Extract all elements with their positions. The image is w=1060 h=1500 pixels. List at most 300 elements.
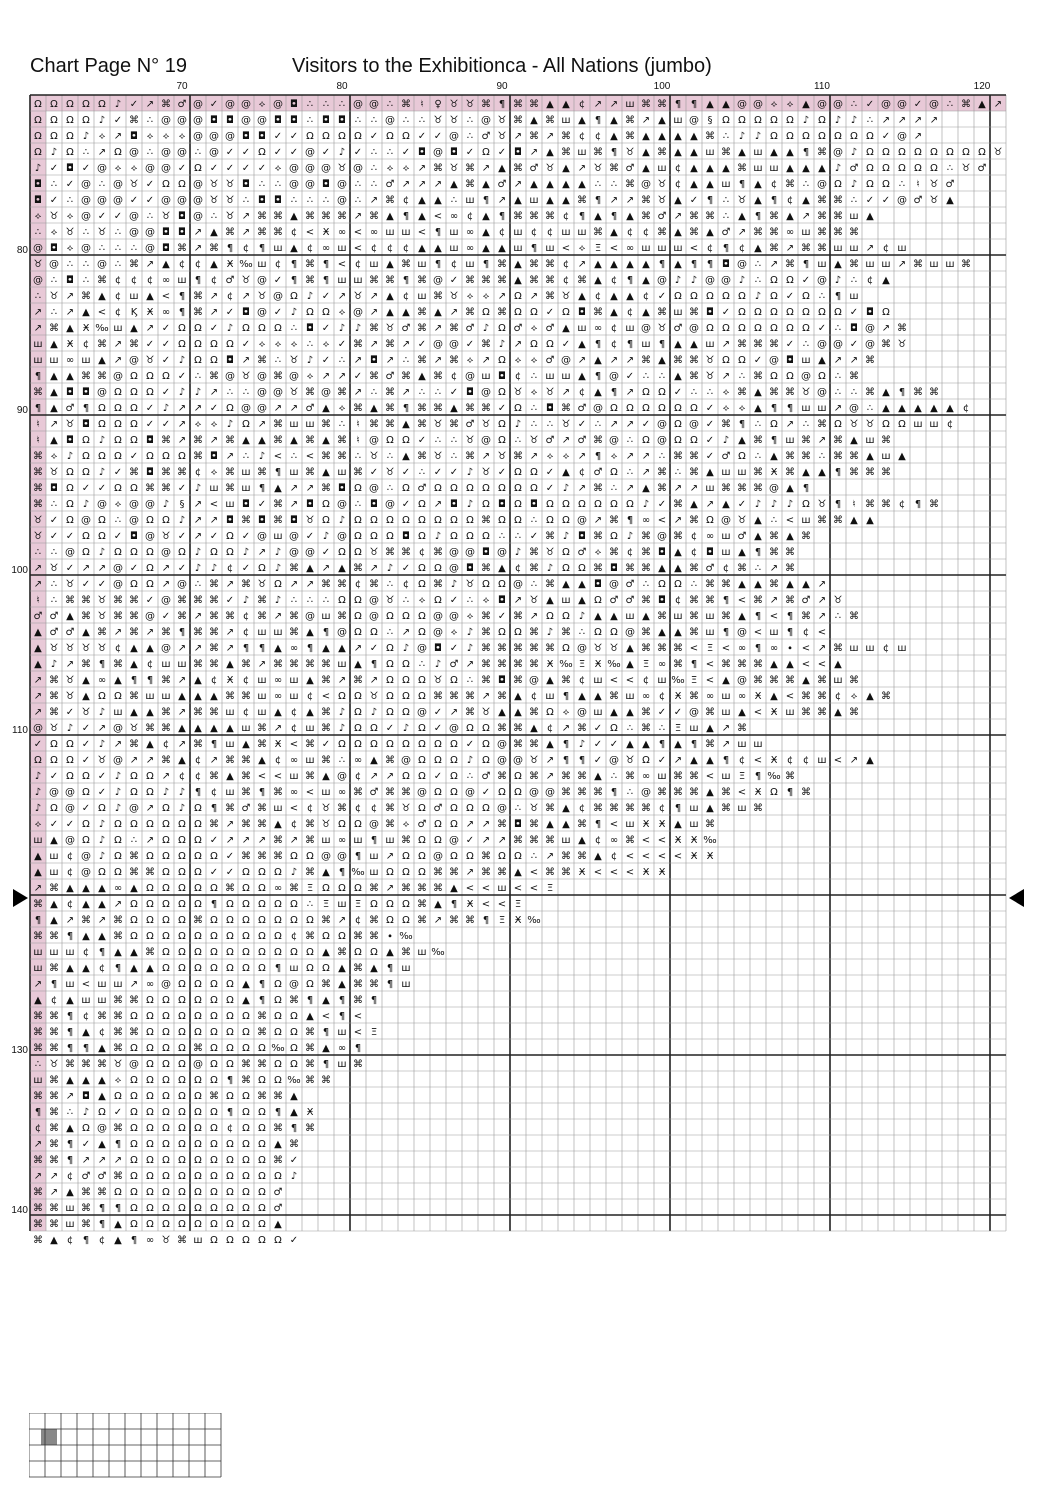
stitch-symbol: ↗ (385, 771, 395, 782)
stitch-symbol: ш (145, 691, 155, 702)
stitch-symbol: ♂ (417, 819, 427, 830)
stitch-symbol: ▲ (114, 675, 122, 686)
stitch-symbol: ⌘ (529, 819, 539, 830)
stitch-symbol: @ (817, 387, 827, 398)
stitch-symbol: ▲ (626, 211, 634, 222)
stitch-symbol: ✓ (593, 739, 603, 750)
stitch-symbol: ш (337, 467, 347, 478)
stitch-symbol: @ (241, 403, 251, 414)
stitch-symbol: ∴ (386, 99, 394, 110)
stitch-symbol: ∴ (466, 131, 474, 142)
stitch-symbol: ш (161, 659, 171, 670)
stitch-symbol: ↗ (529, 611, 539, 622)
stitch-symbol: ⌘ (545, 211, 555, 222)
stitch-symbol: ↗ (241, 291, 251, 302)
stitch-symbol: ¶ (754, 547, 762, 558)
stitch-symbol: ⌘ (369, 211, 379, 222)
stitch-symbol: Ω (226, 1027, 234, 1038)
stitch-symbol: ▲ (706, 227, 714, 238)
stitch-symbol: ш (257, 691, 267, 702)
stitch-symbol: Ω (34, 131, 42, 142)
stitch-symbol: ⌘ (257, 227, 267, 238)
stitch-symbol: < (705, 675, 715, 686)
stitch-symbol: ⌘ (417, 275, 427, 286)
stitch-symbol: ∴ (754, 563, 762, 574)
stitch-symbol: ⌘ (305, 835, 315, 846)
stitch-symbol: ✓ (209, 323, 219, 334)
stitch-symbol: ↗ (481, 691, 491, 702)
stitch-symbol: ⌘ (641, 547, 651, 558)
stitch-symbol: Ω (194, 1139, 202, 1150)
stitch-symbol: ¶ (226, 1107, 234, 1118)
stitch-symbol: ш (33, 947, 43, 958)
stitch-symbol: Ω (194, 867, 202, 878)
stitch-symbol: ⌘ (321, 211, 331, 222)
stitch-symbol: Ω (738, 307, 746, 318)
stitch-symbol: Ω (130, 1043, 138, 1054)
stitch-symbol: ♪ (34, 163, 42, 174)
stitch-symbol: ¢ (290, 819, 298, 830)
stitch-symbol: ⌘ (785, 675, 795, 686)
stitch-symbol: Ω (178, 1043, 186, 1054)
stitch-symbol: Ω (498, 483, 506, 494)
stitch-symbol: Ӿ (706, 851, 714, 862)
stitch-symbol: ⟡ (338, 307, 346, 318)
stitch-symbol: Ω (114, 419, 122, 430)
stitch-symbol: ✓ (497, 467, 507, 478)
stitch-symbol: ∴ (338, 755, 346, 766)
stitch-symbol: ∴ (354, 499, 362, 510)
stitch-symbol: ↗ (113, 339, 123, 350)
stitch-symbol: ⌘ (753, 435, 763, 446)
stitch-symbol: ⌘ (753, 339, 763, 350)
stitch-symbol: ⌘ (49, 1043, 59, 1054)
stitch-symbol: Ω (530, 339, 538, 350)
stitch-symbol: ▲ (34, 867, 42, 878)
stitch-symbol: ♪ (98, 707, 106, 718)
stitch-symbol: ↗ (369, 339, 379, 350)
stitch-symbol: ♂ (977, 163, 987, 174)
stitch-symbol: ↗ (257, 547, 267, 558)
stitch-symbol: Ω (290, 899, 298, 910)
stitch-symbol: ∴ (82, 275, 90, 286)
stitch-symbol: ⌘ (49, 1203, 59, 1214)
stitch-symbol: ⌘ (609, 547, 619, 558)
stitch-symbol: Ω (194, 819, 202, 830)
stitch-symbol: ✓ (81, 803, 91, 814)
stitch-symbol: ш (561, 115, 571, 126)
stitch-symbol: ⌘ (801, 531, 811, 542)
stitch-symbol: ♪ (514, 547, 522, 558)
stitch-symbol: ⌘ (81, 915, 91, 926)
stitch-symbol: ♉ (49, 643, 59, 654)
stitch-symbol: ¶ (610, 387, 618, 398)
stitch-symbol: < (657, 515, 667, 526)
stitch-symbol: ⌘ (449, 915, 459, 926)
stitch-symbol: ш (689, 723, 699, 734)
stitch-symbol: ♉ (65, 675, 75, 686)
stitch-symbol: ⌘ (865, 355, 875, 366)
stitch-symbol: Ω (322, 131, 330, 142)
stitch-symbol: ∴ (626, 723, 634, 734)
stitch-symbol: ▲ (706, 723, 714, 734)
stitch-symbol: ◘ (130, 531, 138, 542)
stitch-symbol: ▲ (562, 323, 570, 334)
stitch-symbol: Ω (34, 99, 42, 110)
stitch-symbol: ▲ (642, 147, 650, 158)
stitch-symbol: Ω (258, 1187, 266, 1198)
stitch-symbol: ⌘ (481, 851, 491, 862)
stitch-symbol: Ω (290, 1059, 298, 1070)
stitch-symbol: ш (257, 675, 267, 686)
stitch-symbol: Ω (258, 867, 266, 878)
stitch-symbol: ↗ (545, 851, 555, 862)
stitch-symbol: ◘ (66, 275, 74, 286)
stitch-symbol: ▲ (802, 467, 810, 478)
stitch-symbol: ↗ (625, 483, 635, 494)
stitch-symbol: ⌘ (689, 611, 699, 622)
stitch-symbol: ▲ (514, 867, 522, 878)
stitch-symbol: Ӿ (642, 867, 650, 878)
stitch-symbol: ▲ (594, 387, 602, 398)
stitch-symbol: ▲ (882, 275, 890, 286)
stitch-symbol: ◘ (658, 547, 666, 558)
stitch-symbol: Ω (418, 515, 426, 526)
stitch-symbol: Ω (674, 579, 682, 590)
stitch-symbol: ✓ (465, 739, 475, 750)
stitch-symbol: ✓ (449, 387, 459, 398)
stitch-symbol: ∞ (337, 835, 347, 846)
stitch-symbol: ¢ (898, 499, 906, 510)
stitch-symbol: ♪ (50, 659, 58, 670)
stitch-symbol: ▲ (562, 803, 570, 814)
stitch-symbol: ⌘ (497, 307, 507, 318)
stitch-symbol: ⌘ (657, 147, 667, 158)
stitch-symbol: ♪ (402, 723, 410, 734)
stitch-symbol: ¢ (946, 419, 954, 430)
stitch-symbol: ⌘ (33, 1219, 43, 1230)
stitch-symbol: ↗ (817, 595, 827, 606)
stitch-symbol: ¶ (658, 259, 666, 270)
stitch-symbol: Ӿ (770, 467, 778, 478)
stitch-symbol: ⌘ (817, 515, 827, 526)
stitch-symbol: @ (49, 259, 59, 270)
stitch-symbol: ∴ (354, 115, 362, 126)
stitch-symbol: ∴ (754, 259, 762, 270)
stitch-symbol: ↗ (449, 307, 459, 318)
stitch-symbol: ⌘ (161, 707, 171, 718)
stitch-symbol: ▲ (530, 723, 538, 734)
stitch-symbol: ¢ (642, 675, 650, 686)
stitch-symbol: Ω (146, 899, 154, 910)
stitch-symbol: ♉ (369, 451, 379, 462)
stitch-symbol: ⌘ (225, 803, 235, 814)
stitch-symbol: ✓ (481, 787, 491, 798)
stitch-symbol: ∞ (337, 787, 347, 798)
stitch-symbol: Ω (402, 899, 410, 910)
stitch-symbol: Ω (690, 403, 698, 414)
stitch-symbol: Ω (322, 307, 330, 318)
stitch-symbol: ◘ (242, 307, 250, 318)
stitch-symbol: ↗ (433, 499, 443, 510)
stitch-symbol: ш (273, 803, 283, 814)
stitch-symbol: ▲ (546, 147, 554, 158)
stitch-symbol: Ϗ (130, 307, 138, 318)
stitch-symbol: ▲ (482, 179, 490, 190)
stitch-symbol: ⌘ (497, 771, 507, 782)
stitch-symbol: ▲ (738, 707, 746, 718)
stitch-symbol: ⌘ (273, 435, 283, 446)
stitch-symbol: ✓ (145, 595, 155, 606)
stitch-symbol: ш (561, 227, 571, 238)
stitch-symbol: ⌘ (769, 387, 779, 398)
stitch-symbol: ¶ (194, 787, 202, 798)
stitch-symbol: ♪ (114, 99, 122, 110)
stitch-symbol: ⌘ (161, 723, 171, 734)
stitch-symbol: ▲ (322, 771, 330, 782)
stitch-symbol: ∴ (306, 99, 314, 110)
stitch-symbol: Ω (770, 419, 778, 430)
stitch-symbol: ⟡ (386, 163, 394, 174)
stitch-symbol: ✓ (161, 339, 171, 350)
stitch-symbol: ▲ (690, 163, 698, 174)
stitch-symbol: ¶ (66, 1011, 74, 1022)
stitch-symbol: ✓ (49, 819, 59, 830)
stitch-symbol: ⌘ (305, 931, 315, 942)
stitch-symbol: Ω (114, 851, 122, 862)
stitch-symbol: ▲ (674, 259, 682, 270)
stitch-symbol: ♪ (626, 531, 634, 542)
stitch-symbol: @ (689, 707, 699, 718)
stitch-symbol: Ω (162, 451, 170, 462)
stitch-symbol: ⌘ (673, 355, 683, 366)
stitch-symbol: Ω (178, 819, 186, 830)
stitch-symbol: ⟡ (66, 211, 74, 222)
stitch-symbol: ⌘ (481, 867, 491, 878)
stitch-symbol: Ω (482, 579, 490, 590)
stitch-symbol: Ω (498, 323, 506, 334)
stitch-symbol: ¢ (626, 227, 634, 238)
stitch-symbol: ✓ (225, 163, 235, 174)
stitch-symbol: ▲ (738, 435, 746, 446)
stitch-symbol: ▲ (434, 899, 442, 910)
stitch-symbol: ∴ (450, 451, 458, 462)
stitch-symbol: Ω (226, 547, 234, 558)
stitch-symbol: ⌘ (881, 339, 891, 350)
stitch-symbol: ▲ (658, 115, 666, 126)
stitch-symbol: ⌘ (481, 611, 491, 622)
stitch-symbol: Ω (210, 995, 218, 1006)
stitch-symbol: ¢ (802, 627, 810, 638)
stitch-symbol: Ω (66, 499, 74, 510)
stitch-symbol: Ω (594, 499, 602, 510)
stitch-symbol: ↗ (65, 659, 75, 670)
stitch-symbol: @ (273, 291, 283, 302)
stitch-symbol: ⌘ (225, 691, 235, 702)
stitch-symbol: ♉ (65, 419, 75, 430)
stitch-symbol: ⌘ (113, 915, 123, 926)
stitch-symbol: ⌘ (785, 259, 795, 270)
stitch-symbol: @ (385, 499, 395, 510)
stitch-symbol: ♉ (801, 387, 811, 398)
stitch-symbol: ⌘ (625, 771, 635, 782)
stitch-symbol: ▲ (834, 707, 842, 718)
stitch-symbol: Ω (34, 115, 42, 126)
stitch-symbol: ♪ (306, 355, 314, 366)
stitch-symbol: ¶ (274, 963, 282, 974)
stitch-symbol: ◘ (290, 99, 298, 110)
stitch-symbol: ▲ (642, 483, 650, 494)
stitch-symbol: ▲ (786, 211, 794, 222)
stitch-symbol: ↗ (209, 307, 219, 318)
stitch-symbol: Ω (370, 515, 378, 526)
stitch-symbol: ⌘ (737, 387, 747, 398)
stitch-symbol: ⌘ (129, 1027, 139, 1038)
stitch-symbol: @ (321, 163, 331, 174)
stitch-symbol: ¢ (354, 259, 362, 270)
stitch-symbol: Ω (370, 531, 378, 542)
stitch-symbol: ¶ (226, 1075, 234, 1086)
stitch-symbol: ⌘ (417, 307, 427, 318)
stitch-symbol: Ω (194, 1203, 202, 1214)
stitch-symbol: ↗ (513, 179, 523, 190)
stitch-symbol: Ω (34, 755, 42, 766)
stitch-symbol: ◘ (578, 531, 586, 542)
stitch-symbol: @ (449, 131, 459, 142)
stitch-symbol: @ (113, 755, 123, 766)
stitch-symbol: Ӿ (674, 691, 682, 702)
stitch-symbol: Ω (194, 1011, 202, 1022)
stitch-symbol: @ (113, 723, 123, 734)
stitch-symbol: @ (289, 163, 299, 174)
stitch-symbol: ∴ (530, 515, 538, 526)
stitch-symbol: < (641, 851, 651, 862)
stitch-symbol: ⌘ (497, 819, 507, 830)
stitch-symbol: ш (721, 771, 731, 782)
stitch-symbol: ↗ (33, 1139, 43, 1150)
stitch-symbol: ⌘ (689, 771, 699, 782)
stitch-symbol: ♉ (433, 451, 443, 462)
stitch-symbol: ∴ (290, 323, 298, 334)
stitch-symbol: ▲ (818, 163, 826, 174)
stitch-symbol: ▲ (882, 403, 890, 414)
stitch-symbol: ¶ (562, 755, 570, 766)
stitch-symbol: ⌘ (641, 563, 651, 574)
stitch-symbol: ⌘ (593, 787, 603, 798)
stitch-symbol: @ (129, 803, 139, 814)
stitch-symbol: ▲ (66, 1123, 74, 1134)
stitch-symbol: ⌘ (529, 563, 539, 574)
stitch-symbol: @ (369, 595, 379, 606)
stitch-symbol: Ӿ (770, 707, 778, 718)
stitch-symbol: ⌘ (257, 595, 267, 606)
stitch-symbol: Ω (482, 755, 490, 766)
stitch-symbol: Ω (178, 947, 186, 958)
stitch-symbol: ↗ (609, 99, 619, 110)
stitch-symbol: Ω (386, 867, 394, 878)
stitch-symbol: Ω (226, 1171, 234, 1182)
stitch-symbol: ¢ (354, 915, 362, 926)
stitch-symbol: ✓ (465, 147, 475, 158)
stitch-symbol: Ω (194, 1075, 202, 1086)
stitch-symbol: ∞ (145, 1235, 155, 1246)
stitch-symbol: ⌘ (33, 931, 43, 942)
stitch-symbol: ◘ (498, 675, 506, 686)
stitch-symbol: Ω (210, 1059, 218, 1070)
stitch-symbol: ∴ (578, 627, 586, 638)
stitch-symbol: ▲ (866, 211, 874, 222)
stitch-symbol: ↗ (561, 387, 571, 398)
stitch-symbol: ⌘ (321, 979, 331, 990)
stitch-symbol: ◘ (242, 179, 250, 190)
stitch-symbol: ш (737, 803, 747, 814)
stitch-symbol: ♪ (66, 723, 74, 734)
stitch-symbol: ▲ (82, 883, 90, 894)
stitch-symbol: Ω (130, 1203, 138, 1214)
stitch-symbol: @ (417, 643, 427, 654)
stitch-symbol: ⌘ (769, 579, 779, 590)
stitch-symbol: ⟡ (562, 451, 570, 462)
stitch-symbol: ∴ (946, 163, 954, 174)
stitch-symbol: Ω (754, 307, 762, 318)
stitch-symbol: ш (753, 739, 763, 750)
stitch-symbol: ⌘ (81, 371, 91, 382)
stitch-symbol: ⌘ (481, 675, 491, 686)
stitch-symbol: Ω (162, 1203, 170, 1214)
stitch-symbol: Ω (466, 483, 474, 494)
stitch-symbol: ◘ (290, 515, 298, 526)
stitch-symbol: Ω (306, 131, 314, 142)
stitch-symbol: ⌘ (385, 547, 395, 558)
stitch-symbol: ♪ (482, 323, 490, 334)
stitch-symbol: @ (833, 147, 843, 158)
stitch-symbol: ∴ (802, 179, 810, 190)
stitch-symbol: Ω (130, 899, 138, 910)
stitch-symbol: ¶ (226, 243, 234, 254)
stitch-symbol: ♉ (49, 211, 59, 222)
stitch-symbol: ♉ (865, 419, 875, 430)
stitch-symbol: Ω (402, 915, 410, 926)
stitch-symbol: ш (257, 259, 267, 270)
stitch-symbol: ♪ (98, 819, 106, 830)
stitch-symbol: ♉ (97, 595, 107, 606)
stitch-symbol: ⌘ (97, 627, 107, 638)
stitch-symbol: ш (65, 1219, 75, 1230)
stitch-symbol: ✓ (865, 99, 875, 110)
stitch-symbol: Ω (194, 355, 202, 366)
stitch-symbol: ▲ (594, 275, 602, 286)
stitch-symbol: ш (33, 963, 43, 974)
stitch-symbol: ⌘ (225, 483, 235, 494)
stitch-symbol: ⌘ (705, 579, 715, 590)
stitch-symbol: Ω (434, 755, 442, 766)
stitch-symbol: ∞ (353, 755, 363, 766)
stitch-symbol: ∴ (850, 99, 858, 110)
stitch-symbol: ↗ (129, 979, 139, 990)
stitch-symbol: ▲ (386, 259, 394, 270)
stitch-symbol: ◘ (370, 355, 378, 366)
stitch-symbol: ¢ (610, 275, 618, 286)
stitch-symbol: ¢ (210, 787, 218, 798)
stitch-symbol: ⌘ (273, 1123, 283, 1134)
pattern-title: Visitors to the Exhibitionca - All Nations (jumbo) (292, 55, 712, 77)
stitch-symbol: ♉ (529, 803, 539, 814)
stitch-symbol: ▲ (706, 787, 714, 798)
stitch-symbol: ▲ (146, 643, 154, 654)
stitch-symbol: ▲ (786, 147, 794, 158)
stitch-symbol: ∞ (321, 243, 331, 254)
stitch-symbol: ▲ (306, 707, 314, 718)
